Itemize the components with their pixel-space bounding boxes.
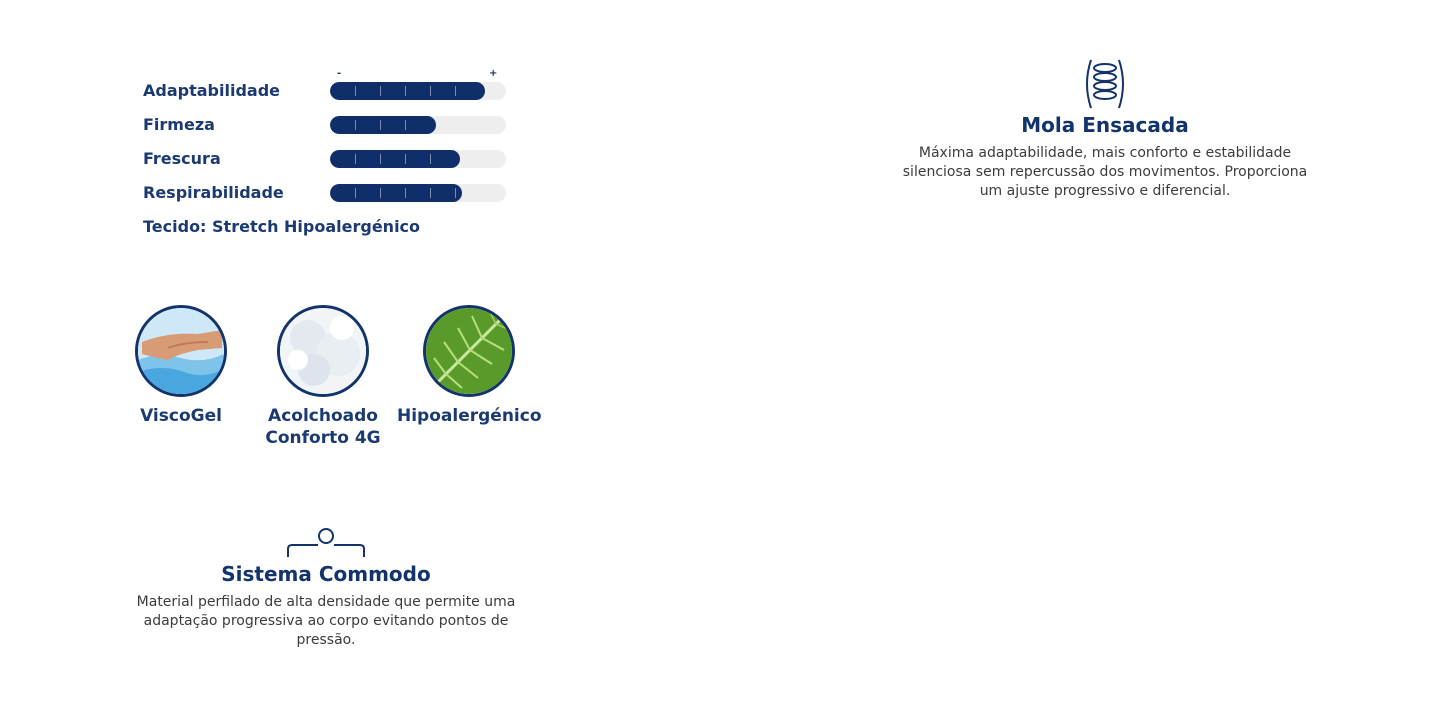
rating-label: Frescura	[143, 149, 221, 168]
rating-row-frescura	[143, 148, 513, 170]
feature-viscogel	[128, 305, 234, 427]
bar-tick	[355, 154, 356, 164]
feature-hipoalergenico	[397, 305, 541, 427]
rating-bar-fill	[330, 150, 460, 168]
bar-tick	[405, 154, 406, 164]
leaf-icon	[423, 305, 515, 397]
bar-tick	[355, 86, 356, 96]
mola-title: Mola Ensacada	[1021, 113, 1189, 137]
mola-ensacada-block	[890, 56, 1320, 201]
bar-tick	[355, 188, 356, 198]
sistema-description: Material perfilado de alta densidade que permite uma adaptação progressiva ao corpo evitando pontos de pressão.	[136, 594, 516, 648]
body-profile-icon	[120, 525, 532, 561]
bar-tick	[380, 188, 381, 198]
rating-row-respirabilidade	[143, 182, 513, 204]
rating-row-adaptabilidade	[143, 80, 513, 102]
rating-bar	[330, 82, 506, 100]
rating-bar	[330, 150, 506, 168]
feature-label: Hipoalergénico	[397, 406, 542, 426]
bar-tick	[430, 188, 431, 198]
bar-tick	[455, 188, 456, 198]
fabric-label: Tecido: Stretch Hipoalergénico	[143, 217, 421, 236]
feature-label: Acolchoado Conforto 4G	[265, 406, 381, 448]
scale-max-label: +	[489, 68, 498, 79]
spring-icon	[890, 56, 1320, 112]
bar-tick	[455, 86, 456, 96]
sistema-title: Sistema Commodo	[221, 562, 431, 586]
rating-label: Firmeza	[143, 115, 215, 134]
bar-tick	[380, 154, 381, 164]
bar-tick	[405, 120, 406, 130]
bar-tick	[405, 86, 406, 96]
sistema-commodo-block	[120, 525, 532, 650]
bar-tick	[405, 188, 406, 198]
bar-tick	[380, 120, 381, 130]
bar-tick	[355, 120, 356, 130]
rating-bar	[330, 184, 506, 202]
bar-tick	[430, 86, 431, 96]
rating-label: Adaptabilidade	[143, 81, 280, 100]
feature-acolchoado	[263, 305, 383, 449]
rating-bar-fill	[330, 184, 462, 202]
rating-label: Respirabilidade	[143, 183, 284, 202]
bar-tick	[430, 154, 431, 164]
mola-description: Máxima adaptabilidade, mais conforto e estabilidade silenciosa sem repercussão dos movimentos. Proporciona um ajuste progressivo e diferencial.	[902, 145, 1308, 199]
padding-icon	[277, 305, 369, 397]
rating-bar-fill	[330, 116, 436, 134]
rating-bar	[330, 116, 506, 134]
rating-bar-fill	[330, 82, 485, 100]
bar-tick	[380, 86, 381, 96]
ratings-panel	[143, 70, 523, 240]
viscogel-icon	[135, 305, 227, 397]
feature-label: ViscoGel	[140, 406, 222, 426]
rating-row-firmeza	[143, 114, 513, 136]
scale-min-label: -	[337, 68, 342, 79]
